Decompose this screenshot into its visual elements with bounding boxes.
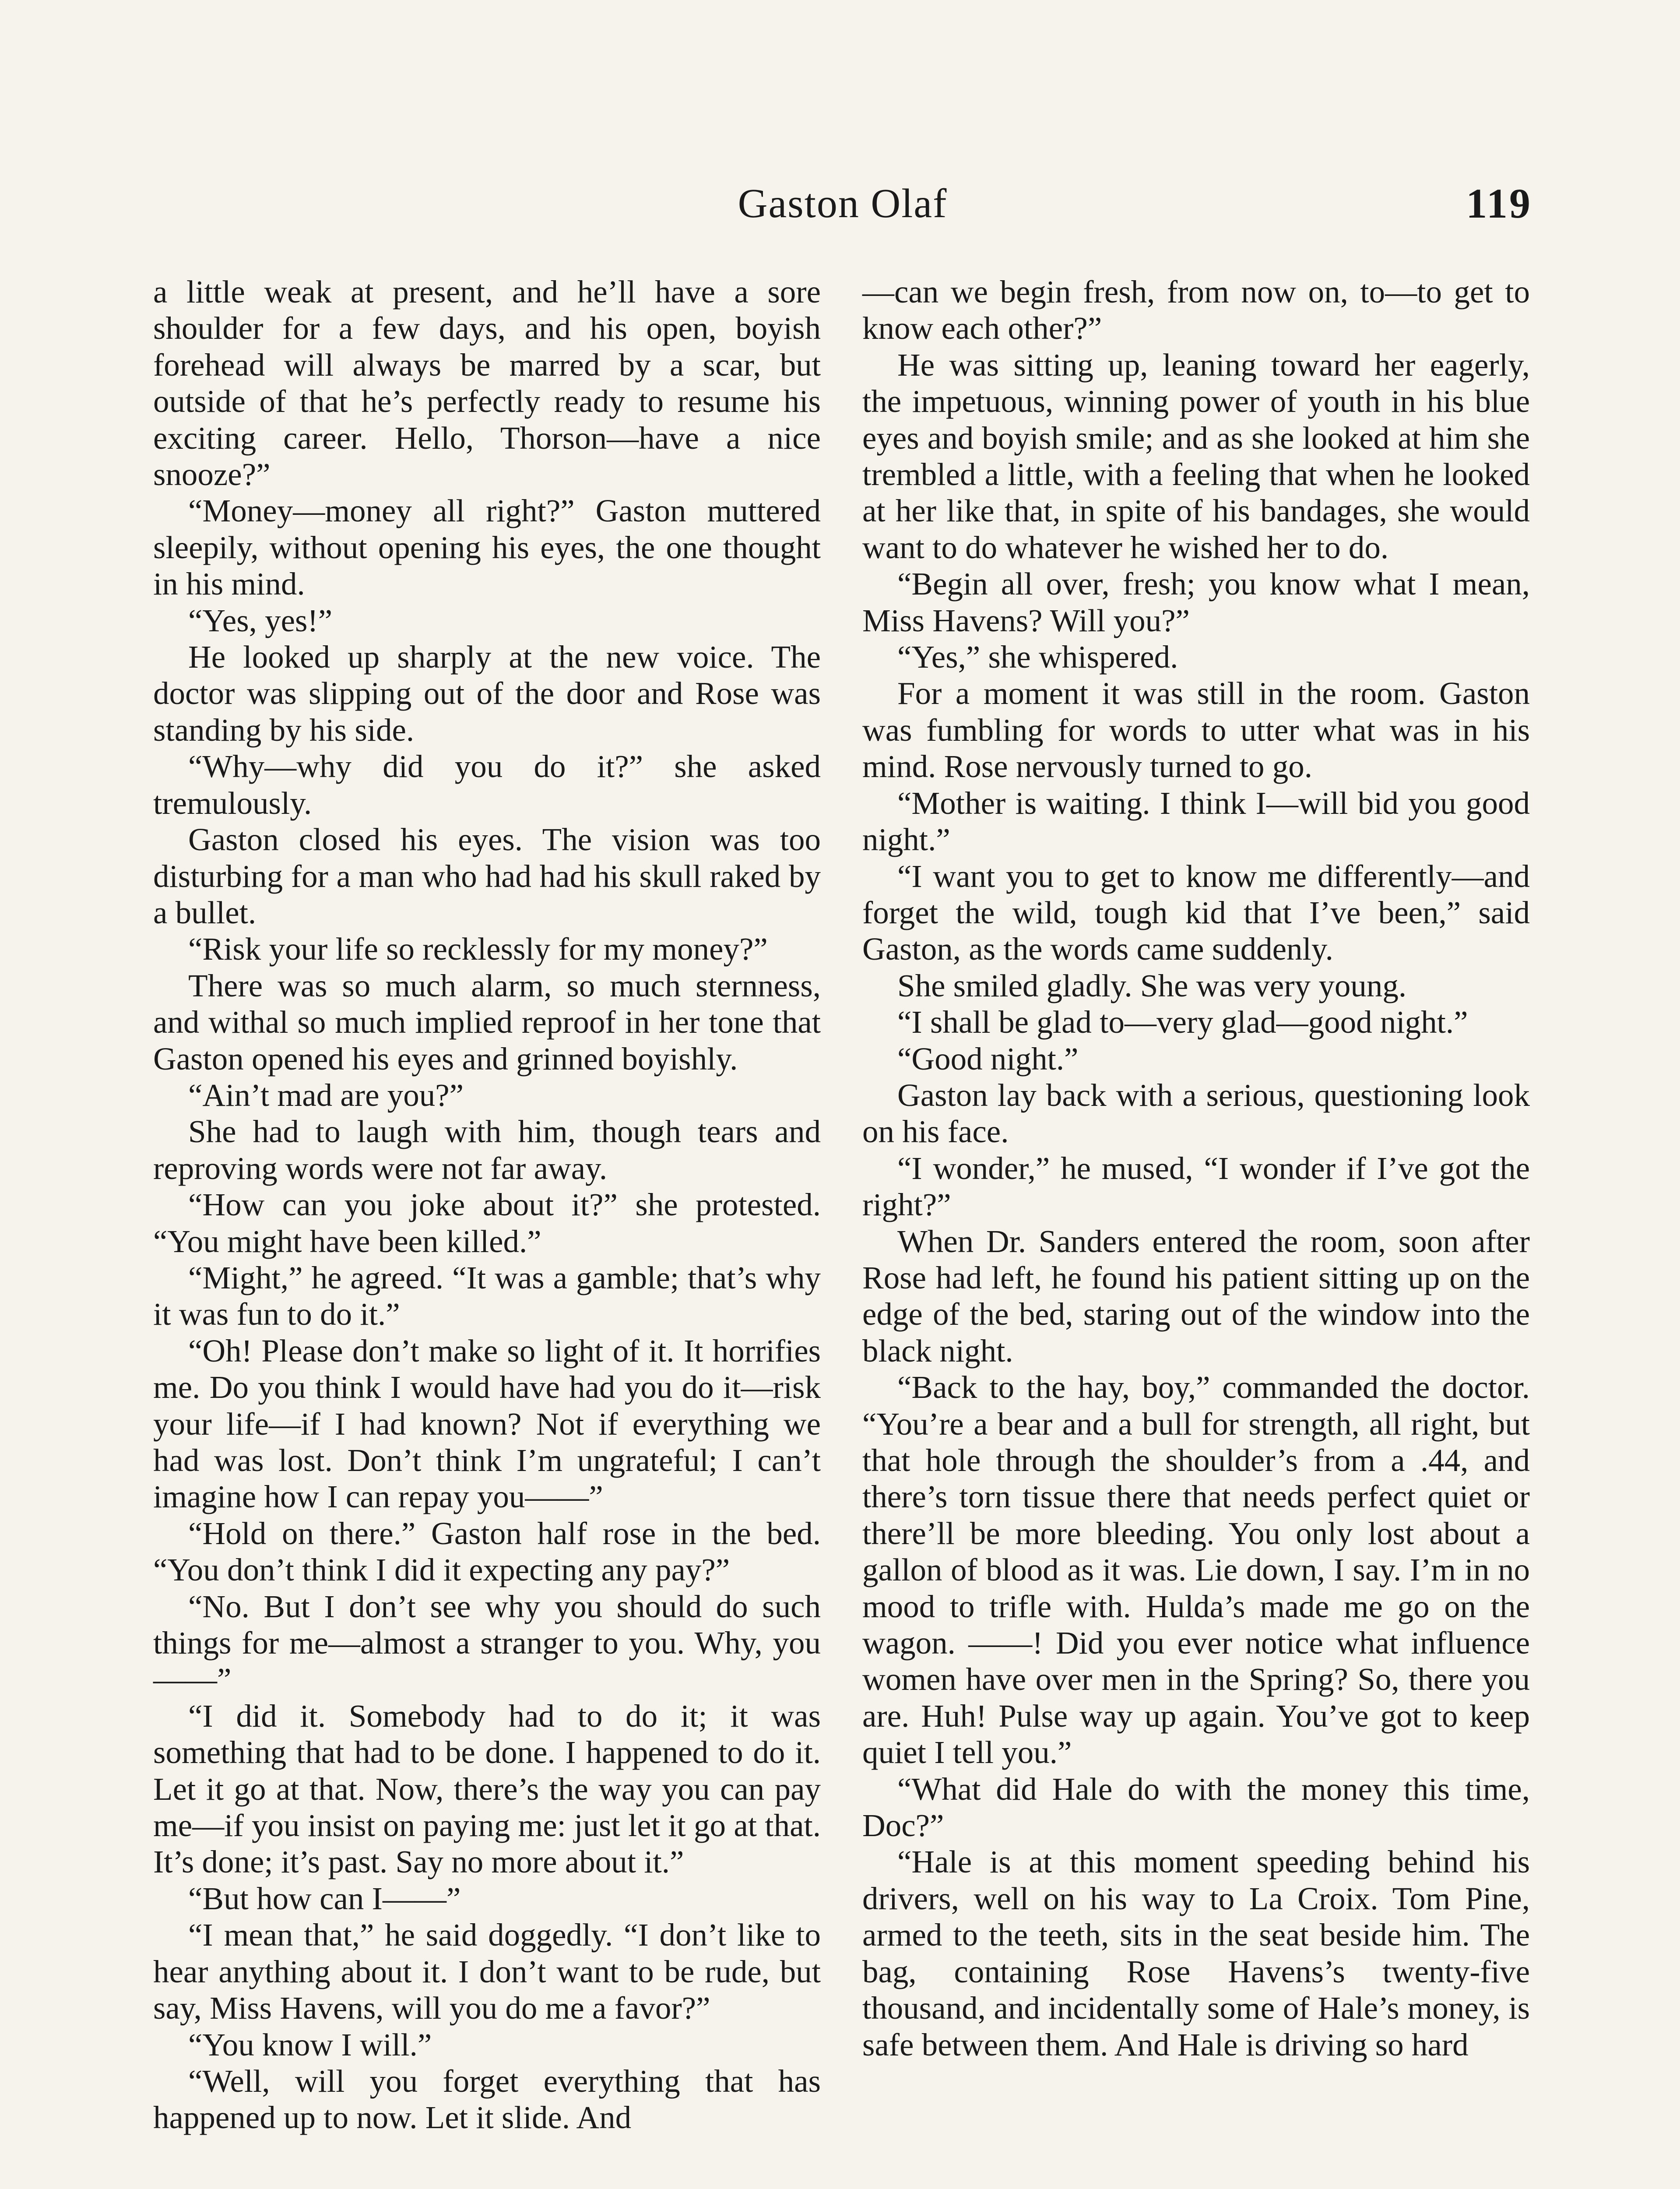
paragraph: “Hold on there.” Gaston half rose in the bed. “You don’t think I did it expecting any pay?” <box>153 1515 821 1588</box>
paragraph: “Might,” he agreed. “It was a gamble; that’s why it was fun to do it.” <box>153 1260 821 1332</box>
paragraph: He was sitting up, leaning toward her eagerly, the impetuous, winning power of youth in his blue eyes and boyish smile; and as she looked at him she trembled a little, with a feeling that when he looked at her like that, in spite of his bandages, she would want to do whatever he wished her to do. <box>862 347 1530 565</box>
paragraph: Gaston lay back with a serious, questioning look on his face. <box>862 1077 1530 1150</box>
paragraph: “Back to the hay, boy,” commanded the doctor. “You’re a bear and a bull for strength, all right, but that hole through the shoulder’s from a .44, and there’s torn tissue there that needs perfect quiet or there’ll be more bleeding. You only lost about a gallon of blood as it was. Lie down, I say. I’m in no mood to trifle with. Hulda’s made me go on the wagon. ——! Did you ever notice what influence women have over men in the Spring? So, there you are. Huh! Pulse way up again. You’ve got to keep quiet I tell you.” <box>862 1369 1530 1770</box>
paragraph: “Why—why did you do it?” she asked tremulously. <box>153 749 821 821</box>
paragraph: She smiled gladly. She was very young. <box>897 968 1407 1003</box>
paragraph: For a moment it was still in the room. Gaston was fumbling for words to utter what was in his mind. Rose nervously turned to go. <box>862 676 1530 785</box>
paragraph: —can we begin fresh, from now on, to—to get to know each other?” <box>862 274 1530 346</box>
page-number: 119 <box>1466 180 1532 227</box>
left-column <box>153 274 821 2136</box>
paragraph: “But how can I——” <box>188 1880 461 1916</box>
paragraph: Gaston closed his eyes. The vision was too disturbing for a man who had had his skull raked by a bullet. <box>153 822 821 930</box>
paragraph: “What did Hale do with the money this time, Doc?” <box>862 1771 1530 1844</box>
paragraph: “Mother is waiting. I think I—will bid you good night.” <box>862 785 1530 858</box>
paragraph: “Good night.” <box>897 1041 1079 1077</box>
paragraph: “I did it. Somebody had to do it; it was something that had to be done. I happened to do it. Let it go at that. Now, there’s the way you can pay me—if you insist on paying me: just let it go at that. It’s done; it’s past. Say no more about it.” <box>153 1698 821 1880</box>
paragraph: There was so much alarm, so much sternness, and withal so much implied reproof in her tone that Gaston opened his eyes and grinned boyishly. <box>153 968 821 1077</box>
right-column <box>862 274 1530 2063</box>
paragraph: “You know I will.” <box>188 2027 432 2062</box>
paragraph: “Oh! Please don’t make so light of it. It horrifies me. Do you think I would have had you do it—risk your life—if I had known? Not if everything we had was lost. Don’t think I’m ungrateful; I can’t imagine how I can repay you——” <box>153 1333 821 1515</box>
paragraph: “Yes, yes!” <box>188 602 333 638</box>
paragraph: “Risk your life so recklessly for my money?” <box>188 931 768 967</box>
running-head-title: Gaston Olaf <box>738 181 948 226</box>
paragraph: “Hale is at this moment speeding behind his drivers, well on his way to La Croix. Tom Pine, armed to the teeth, sits in the seat beside him. The bag, containing Rose Havens’s twenty-five thousand, and incidentally some of Hale’s money, is safe between them. And Hale is driving so hard <box>862 1844 1530 2062</box>
running-head <box>153 175 1532 232</box>
paragraph: “Begin all over, fresh; you know what I mean, Miss Havens? Will you?” <box>862 566 1530 638</box>
paragraph: “Yes,” she whispered. <box>897 639 1178 675</box>
paragraph: She had to laugh with him, though tears and reproving words were not far away. <box>153 1114 821 1186</box>
paragraph: “Well, will you forget everything that has happened up to now. Let it slide. And <box>153 2063 821 2136</box>
paragraph: “No. But I don’t see why you should do such things for me—almost a stranger to you. Why, you——” <box>153 1588 821 1697</box>
paragraph: “Money—money all right?” Gaston muttered sleepily, without opening his eyes, the one thought in his mind. <box>153 493 821 602</box>
paragraph: “I want you to get to know me differently—and forget the wild, tough kid that I’ve been,” said Gaston, as the words came suddenly. <box>862 858 1530 967</box>
paragraph: When Dr. Sanders entered the room, soon after Rose had left, he found his patient sitting up on the edge of the bed, staring out of the window into the black night. <box>862 1223 1530 1369</box>
paragraph: “I wonder,” he mused, “I wonder if I’ve got the right?” <box>862 1150 1530 1223</box>
paragraph: He looked up sharply at the new voice. The doctor was slipping out of the door and Rose was standing by his side. <box>153 639 821 748</box>
paragraph: “I mean that,” he said doggedly. “I don’t like to hear anything about it. I don’t want to be rude, but say, Miss Havens, will you do me a favor?” <box>153 1917 821 2026</box>
paragraph: “How can you joke about it?” she protested. “You might have been killed.” <box>153 1187 821 1259</box>
paragraph: a little weak at present, and he’ll have a sore shoulder for a few days, and his open, boyish forehead will always be marred by a scar, but outside of that he’s perfectly ready to resume his exciting career. Hello, Thorson—have a nice snooze?” <box>153 274 821 493</box>
paragraph: “I shall be glad to—very glad—good night.” <box>897 1004 1468 1040</box>
paragraph: “Ain’t mad are you?” <box>188 1077 464 1113</box>
